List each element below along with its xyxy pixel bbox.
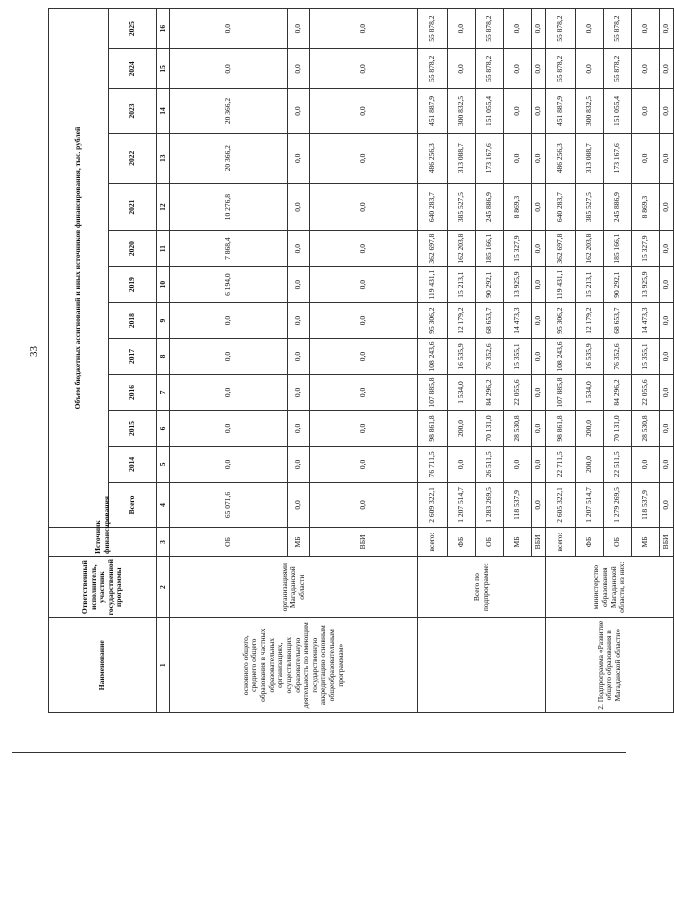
row-value-2025: 0,0 — [660, 9, 674, 49]
row-value-2022: 173 167,6 — [604, 133, 632, 183]
header-year-2023: 2023 — [109, 89, 157, 133]
row-value-2018: 14 473,3 — [504, 303, 532, 339]
row-value-2022: 0,0 — [532, 133, 546, 183]
header-year-2024: 2024 — [109, 49, 157, 89]
row-value-2017: 0,0 — [170, 339, 288, 375]
row-value-2024: 0,0 — [532, 49, 546, 89]
row-value-2015: 0,0 — [310, 410, 418, 446]
row-value-2016: 22 055,6 — [632, 375, 660, 411]
row-value-2017: 76 352,6 — [604, 339, 632, 375]
row-value-2018: 0,0 — [288, 303, 310, 339]
row-value-2018: 68 653,7 — [476, 303, 504, 339]
row-value-2020: 162 203,8 — [448, 231, 476, 267]
row-total: 2 609 322,1 — [418, 482, 448, 527]
row-value-2014: 0,0 — [170, 446, 288, 482]
row-value-2023: 300 832,5 — [576, 89, 604, 133]
row-value-2018: 68 653,7 — [604, 303, 632, 339]
row-value-2015: 0,0 — [170, 410, 288, 446]
row-value-2015: 0,0 — [532, 410, 546, 446]
row-value-2024: 0,0 — [504, 49, 532, 89]
row-value-2017: 0,0 — [660, 339, 674, 375]
row-source: МБ — [504, 528, 532, 557]
row-value-2018: 12 179,2 — [448, 303, 476, 339]
row-value-2015: 70 131,0 — [476, 410, 504, 446]
row-value-2023: 20 366,2 — [170, 89, 288, 133]
row-value-2024: 0,0 — [288, 49, 310, 89]
header-source: Источник финансирования — [49, 528, 157, 557]
row-value-2017: 76 352,6 — [476, 339, 504, 375]
row-value-2017: 0,0 — [310, 339, 418, 375]
header-year-2018: 2018 — [109, 303, 157, 339]
row-value-2025: 0,0 — [576, 9, 604, 49]
column-number: 12 — [157, 183, 170, 230]
row-value-2014: 22 511,5 — [604, 446, 632, 482]
row-value-2022: 0,0 — [504, 133, 532, 183]
row-value-2021: 385 527,5 — [576, 183, 604, 230]
row-value-2017: 0,0 — [532, 339, 546, 375]
row-value-2016: 0,0 — [170, 375, 288, 411]
row-value-2020: 15 327,9 — [504, 231, 532, 267]
row-value-2022: 20 366,2 — [170, 133, 288, 183]
header-year-2017: 2017 — [109, 339, 157, 375]
row-value-2015: 200,0 — [448, 410, 476, 446]
row-value-2016: 84 296,2 — [476, 375, 504, 411]
row-name — [418, 618, 546, 713]
row-value-2021: 0,0 — [532, 183, 546, 230]
column-number: 6 — [157, 410, 170, 446]
row-value-2021: 640 283,7 — [418, 183, 448, 230]
row-total: 65 071,6 — [170, 482, 288, 527]
row-total: 1 279 269,5 — [604, 482, 632, 527]
row-value-2025: 55 878,2 — [546, 9, 576, 49]
row-value-2016: 84 296,2 — [604, 375, 632, 411]
row-value-2015: 98 861,8 — [546, 410, 576, 446]
row-value-2019: 13 925,9 — [632, 267, 660, 303]
row-value-2018: 0,0 — [532, 303, 546, 339]
column-number: 1 — [157, 618, 170, 713]
row-executor: организациями Магаданской области — [170, 556, 418, 618]
row-value-2017: 0,0 — [288, 339, 310, 375]
column-number: 14 — [157, 89, 170, 133]
row-value-2019: 0,0 — [288, 267, 310, 303]
row-source: ВБИ — [310, 528, 418, 557]
row-value-2019: 119 431,1 — [546, 267, 576, 303]
row-value-2017: 16 535,9 — [448, 339, 476, 375]
header-year-2014: 2014 — [109, 446, 157, 482]
row-value-2018: 14 473,3 — [632, 303, 660, 339]
row-value-2019: 15 213,1 — [576, 267, 604, 303]
row-value-2023: 0,0 — [504, 89, 532, 133]
row-value-2016: 1 534,0 — [448, 375, 476, 411]
row-value-2016: 107 885,8 — [546, 375, 576, 411]
column-number: 9 — [157, 303, 170, 339]
column-number: 15 — [157, 49, 170, 89]
row-value-2019: 6 194,0 — [170, 267, 288, 303]
row-total: 1 207 514,7 — [448, 482, 476, 527]
header-year-2025: 2025 — [109, 9, 157, 49]
column-number: 3 — [157, 528, 170, 557]
row-value-2020: 162 203,8 — [576, 231, 604, 267]
column-number: 10 — [157, 267, 170, 303]
row-value-2016: 1 534,0 — [576, 375, 604, 411]
column-number: 11 — [157, 231, 170, 267]
row-value-2022: 313 088,7 — [448, 133, 476, 183]
row-value-2020: 185 166,1 — [604, 231, 632, 267]
header-year-2016: 2016 — [109, 375, 157, 411]
row-value-2023: 451 887,9 — [546, 89, 576, 133]
row-value-2022: 0,0 — [310, 133, 418, 183]
row-total: 0,0 — [532, 482, 546, 527]
row-value-2021: 0,0 — [660, 183, 674, 230]
row-source: ВБИ — [532, 528, 546, 557]
row-value-2025: 55 878,2 — [476, 9, 504, 49]
row-value-2015: 28 530,8 — [504, 410, 532, 446]
row-value-2022: 0,0 — [660, 133, 674, 183]
table-row — [546, 9, 576, 713]
row-value-2017: 16 535,9 — [576, 339, 604, 375]
header-year-2022: 2022 — [109, 133, 157, 183]
row-value-2025: 0,0 — [288, 9, 310, 49]
row-name: 2. Подпрограмма «Развитие общего образования в Магаданской области» — [546, 618, 674, 713]
row-value-2018: 12 179,2 — [576, 303, 604, 339]
row-value-2025: 0,0 — [310, 9, 418, 49]
column-number-row — [157, 9, 170, 713]
row-value-2023: 300 832,5 — [448, 89, 476, 133]
row-value-2024: 0,0 — [448, 49, 476, 89]
separator-line — [12, 752, 626, 753]
row-value-2022: 313 088,7 — [576, 133, 604, 183]
row-value-2014: 0,0 — [448, 446, 476, 482]
rotated-table-container — [48, 8, 671, 713]
row-value-2023: 0,0 — [660, 89, 674, 133]
row-value-2023: 0,0 — [288, 89, 310, 133]
row-value-2015: 98 861,8 — [418, 410, 448, 446]
row-value-2016: 0,0 — [660, 375, 674, 411]
row-total: 0,0 — [288, 482, 310, 527]
row-value-2022: 486 256,3 — [418, 133, 448, 183]
column-number: 13 — [157, 133, 170, 183]
row-value-2017: 108 243,6 — [546, 339, 576, 375]
row-value-2019: 90 292,1 — [476, 267, 504, 303]
row-executor: министерство образования Магаданской области, из них: — [546, 556, 674, 618]
row-value-2016: 0,0 — [310, 375, 418, 411]
row-value-2019: 0,0 — [310, 267, 418, 303]
row-value-2024: 55 878,2 — [418, 49, 448, 89]
column-number: 2 — [157, 556, 170, 618]
row-value-2025: 55 878,2 — [418, 9, 448, 49]
row-value-2016: 0,0 — [532, 375, 546, 411]
row-value-2022: 486 256,3 — [546, 133, 576, 183]
row-value-2020: 185 166,1 — [476, 231, 504, 267]
row-value-2014: 0,0 — [310, 446, 418, 482]
row-name: основного общего, среднего общего образования в частных образовательных организациях, осуществляющих образовательную деятельность по имеющим государственную аккредитацию основным общеобразовательным программам» — [170, 618, 418, 713]
row-value-2019: 90 292,1 — [604, 267, 632, 303]
row-total: 1 207 514,7 — [576, 482, 604, 527]
row-value-2017: 108 243,6 — [418, 339, 448, 375]
row-value-2014: 0,0 — [532, 446, 546, 482]
header-year-2020: 2020 — [109, 231, 157, 267]
row-value-2016: 22 055,6 — [504, 375, 532, 411]
header-year-2015: 2015 — [109, 410, 157, 446]
row-value-2017: 15 355,1 — [504, 339, 532, 375]
table-body — [170, 9, 674, 713]
header-name: Наименование — [49, 618, 157, 713]
row-value-2014: 0,0 — [632, 446, 660, 482]
row-value-2021: 0,0 — [288, 183, 310, 230]
row-value-2020: 15 327,9 — [632, 231, 660, 267]
row-value-2015: 0,0 — [288, 410, 310, 446]
row-value-2025: 0,0 — [504, 9, 532, 49]
row-value-2021: 8 869,3 — [504, 183, 532, 230]
column-number: 7 — [157, 375, 170, 411]
row-value-2014: 76 711,5 — [418, 446, 448, 482]
row-source: ФБ — [448, 528, 476, 557]
column-number: 5 — [157, 446, 170, 482]
row-value-2024: 0,0 — [660, 49, 674, 89]
row-value-2024: 0,0 — [310, 49, 418, 89]
row-value-2020: 0,0 — [310, 231, 418, 267]
row-value-2014: 0,0 — [288, 446, 310, 482]
row-value-2020: 0,0 — [288, 231, 310, 267]
page-number: 33 — [28, 346, 40, 357]
row-value-2015: 70 131,0 — [604, 410, 632, 446]
row-value-2025: 55 878,2 — [604, 9, 632, 49]
row-value-2020: 0,0 — [532, 231, 546, 267]
row-value-2020: 0,0 — [660, 231, 674, 267]
row-value-2019: 0,0 — [660, 267, 674, 303]
row-value-2019: 119 431,1 — [418, 267, 448, 303]
table-row — [170, 9, 288, 713]
row-value-2021: 245 886,9 — [604, 183, 632, 230]
column-number: 4 — [157, 482, 170, 527]
row-value-2021: 385 527,5 — [448, 183, 476, 230]
row-value-2018: 0,0 — [170, 303, 288, 339]
row-source: ФБ — [576, 528, 604, 557]
row-value-2024: 0,0 — [576, 49, 604, 89]
row-value-2018: 0,0 — [660, 303, 674, 339]
row-value-2024: 0,0 — [170, 49, 288, 89]
row-value-2022: 173 167,6 — [476, 133, 504, 183]
row-source: ОБ — [476, 528, 504, 557]
row-source: ОБ — [170, 528, 288, 557]
row-value-2014: 0,0 — [660, 446, 674, 482]
row-source: ВБИ — [660, 528, 674, 557]
column-number: 16 — [157, 9, 170, 49]
row-value-2025: 0,0 — [632, 9, 660, 49]
row-value-2021: 640 283,7 — [546, 183, 576, 230]
row-value-2024: 55 878,2 — [546, 49, 576, 89]
row-source: МБ — [632, 528, 660, 557]
row-value-2025: 0,0 — [448, 9, 476, 49]
row-value-2023: 151 055,4 — [604, 89, 632, 133]
row-value-2021: 10 276,8 — [170, 183, 288, 230]
row-value-2017: 15 355,1 — [632, 339, 660, 375]
table-row — [418, 9, 448, 713]
row-total: 0,0 — [310, 482, 418, 527]
row-source: всего: — [546, 528, 576, 557]
row-value-2018: 95 306,2 — [546, 303, 576, 339]
row-value-2016: 0,0 — [288, 375, 310, 411]
row-value-2015: 28 530,8 — [632, 410, 660, 446]
row-value-2014: 200,0 — [576, 446, 604, 482]
row-total: 2 605 322,1 — [546, 482, 576, 527]
row-source: МБ — [288, 528, 310, 557]
row-value-2022: 0,0 — [288, 133, 310, 183]
row-total: 1 283 269,5 — [476, 482, 504, 527]
header-year-2019: 2019 — [109, 267, 157, 303]
row-value-2025: 0,0 — [532, 9, 546, 49]
row-value-2018: 0,0 — [310, 303, 418, 339]
row-value-2021: 8 869,3 — [632, 183, 660, 230]
funding-table — [48, 8, 674, 713]
row-value-2016: 107 885,8 — [418, 375, 448, 411]
row-value-2019: 0,0 — [532, 267, 546, 303]
row-value-2018: 95 306,2 — [418, 303, 448, 339]
row-source: ОБ — [604, 528, 632, 557]
row-value-2021: 0,0 — [310, 183, 418, 230]
row-value-2020: 362 697,8 — [546, 231, 576, 267]
row-value-2019: 13 925,9 — [504, 267, 532, 303]
row-value-2024: 55 878,2 — [604, 49, 632, 89]
column-number: 8 — [157, 339, 170, 375]
row-executor: Всего по подпрограмме: — [418, 556, 546, 618]
row-value-2023: 0,0 — [532, 89, 546, 133]
row-total: 118 537,9 — [504, 482, 532, 527]
row-value-2015: 0,0 — [660, 410, 674, 446]
row-value-2015: 200,0 — [576, 410, 604, 446]
header-year-2021: 2021 — [109, 183, 157, 230]
row-value-2023: 0,0 — [310, 89, 418, 133]
row-value-2023: 0,0 — [632, 89, 660, 133]
header-executor: Ответственный исполнитель, участник государственной программы — [49, 556, 157, 618]
row-value-2021: 245 886,9 — [476, 183, 504, 230]
row-value-2023: 451 887,9 — [418, 89, 448, 133]
row-value-2020: 7 868,4 — [170, 231, 288, 267]
row-total: 118 537,9 — [632, 482, 660, 527]
row-value-2022: 0,0 — [632, 133, 660, 183]
row-value-2019: 15 213,1 — [448, 267, 476, 303]
row-value-2024: 55 878,2 — [476, 49, 504, 89]
row-value-2025: 0,0 — [170, 9, 288, 49]
row-value-2023: 151 055,4 — [476, 89, 504, 133]
header-total: Всего — [109, 482, 157, 527]
row-source: всего: — [418, 528, 448, 557]
row-total: 0,0 — [660, 482, 674, 527]
row-value-2014: 0,0 — [504, 446, 532, 482]
row-value-2014: 26 511,5 — [476, 446, 504, 482]
row-value-2014: 22 711,5 — [546, 446, 576, 482]
header-funding-title: Объем бюджетных ассигнований и иных источников финансирования, тыс. рублей — [49, 9, 109, 528]
row-value-2020: 362 697,8 — [418, 231, 448, 267]
row-value-2024: 0,0 — [632, 49, 660, 89]
